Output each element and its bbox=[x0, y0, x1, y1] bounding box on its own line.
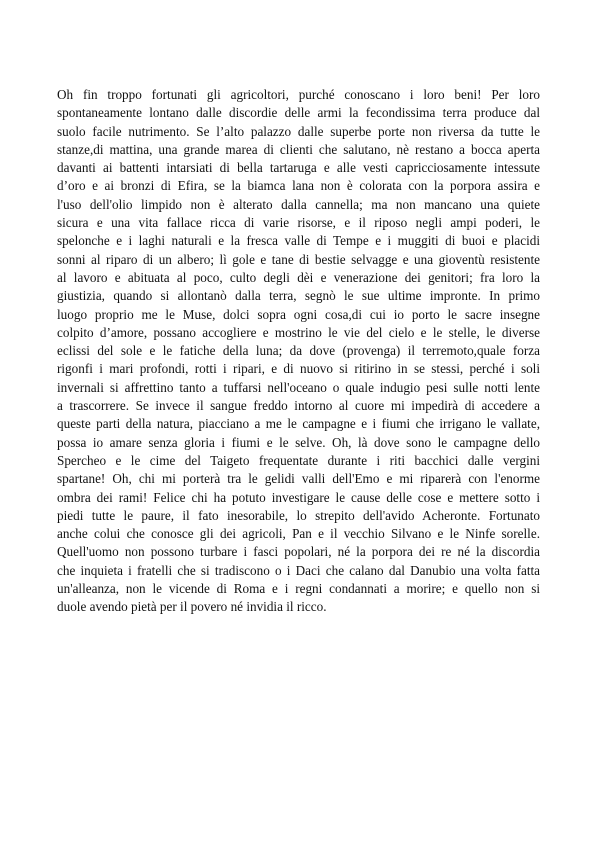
text-line: spontaneamente lontano dalle discordie delle armi la fecondissima terra produce dal bbox=[57, 105, 540, 121]
text-line: sicura e una vita fallace ricca di varie risorse, e il riposo negli ampi poderi, le bbox=[57, 215, 540, 231]
text-line: sonni al riparo di un albero; lì gole e tane di bestie selvagge e una gioventù resistente bbox=[57, 251, 540, 267]
text-line: d’oro e ai bronzi di Efira, se la biamca lana non è colorata con la porpora assira e bbox=[57, 178, 540, 194]
text-line: luogo proprio me le Muse, dolci sopra ogni cosa,di cui io porto le sacre insegne bbox=[57, 306, 540, 322]
text-line: anche colui che conosce gli dei agricoli, Pan e il vecchio Silvano e le Ninfe sorelle. bbox=[57, 526, 540, 542]
text-line: davanti ai battenti intarsiati di bella tartaruga e alle vesti capricciosamente intessute bbox=[57, 160, 540, 176]
text-line: un'alleanza, non le vicende di Roma e i regni condannati a morire; e quello non si bbox=[57, 581, 540, 597]
text-line: stanze,di mattina, una grande marea di clienti che salutano, nè restano a bocca aperta bbox=[57, 141, 540, 157]
text-line: che inquieta i fratelli che si tradiscono o i Daci che calano dal Danubio una volta fatta bbox=[57, 562, 540, 578]
text-line: ombra dei rami! Felice chi ha potuto investigare le cause delle cose e mettere sotto i bbox=[57, 489, 540, 505]
text-line: possa io amare senza gloria i fiumi e le selve. Oh, là dove sono le campagne dello bbox=[57, 434, 540, 450]
text-line: Spercheo e le cime del Taigeto frequentate durante i riti bacchici dalle vergini bbox=[57, 452, 540, 468]
text-line-last: duole avendo pietà per il povero né invidia il ricco. bbox=[57, 599, 327, 615]
body-paragraph bbox=[57, 86, 540, 617]
text-line: invernali si affrettino tanto a tuffarsi nell'oceano o quale indugio pesi sulle notti lente bbox=[57, 379, 540, 395]
text-line: rigonfi i mari profondi, rotti i ripari, e di nuovo si ritirino in se stessi, perché i soli bbox=[57, 361, 540, 377]
text-line: spartane! Oh, chi mi porterà tra le gelidi valli dell'Emo e mi riparerà con l'enorme bbox=[57, 471, 540, 487]
text-line: Oh fin troppo fortunati gli agricoltori, purché conoscano i loro beni! Per loro bbox=[57, 87, 540, 102]
text-line: eclissi del sole e le fatiche della luna; da dove (provenga) il terremoto,quale forza bbox=[57, 343, 540, 359]
text-line: giustizia, quando si allontanò dalla terra, segnò le sue ultime impronte. In primo bbox=[57, 288, 540, 304]
text-line: queste parti della natura, piacciano a me le campagne e i fiumi che irrigano le vallate, bbox=[57, 416, 540, 432]
text-line: colpito d’amore, possano accogliere e mostrino le vie del cielo e le stelle, le diverse bbox=[57, 324, 540, 340]
text-line: suolo facile nutrimento. Se l’alto palazzo dalle superbe porte non riversa da tutte le bbox=[57, 123, 540, 139]
text-line: l'uso dell'olio limpido non è alterato dalla cannella; ma non mancano una quiete bbox=[57, 196, 540, 212]
text-line: Quell'uomo non possono turbare i fasci popolari, né la porpora dei re né la discordia bbox=[57, 544, 540, 560]
text-line: a trascorrere. Se invece il sangue freddo intorno al cuore mi impedirà di accedere a bbox=[57, 398, 540, 414]
text-line: piedi tutte le paure, il fato inesorabile, lo strepito dell'avido Acheronte. Fortunato bbox=[57, 507, 540, 523]
text-line: al lavoro e abituata al poco, culto degli dèi e venerazione dei genitori; fra loro la bbox=[57, 269, 540, 285]
text-line: spelonche e i laghi naturali e la fresca valle di Tempe e i muggiti di buoi e placidi bbox=[57, 233, 540, 249]
